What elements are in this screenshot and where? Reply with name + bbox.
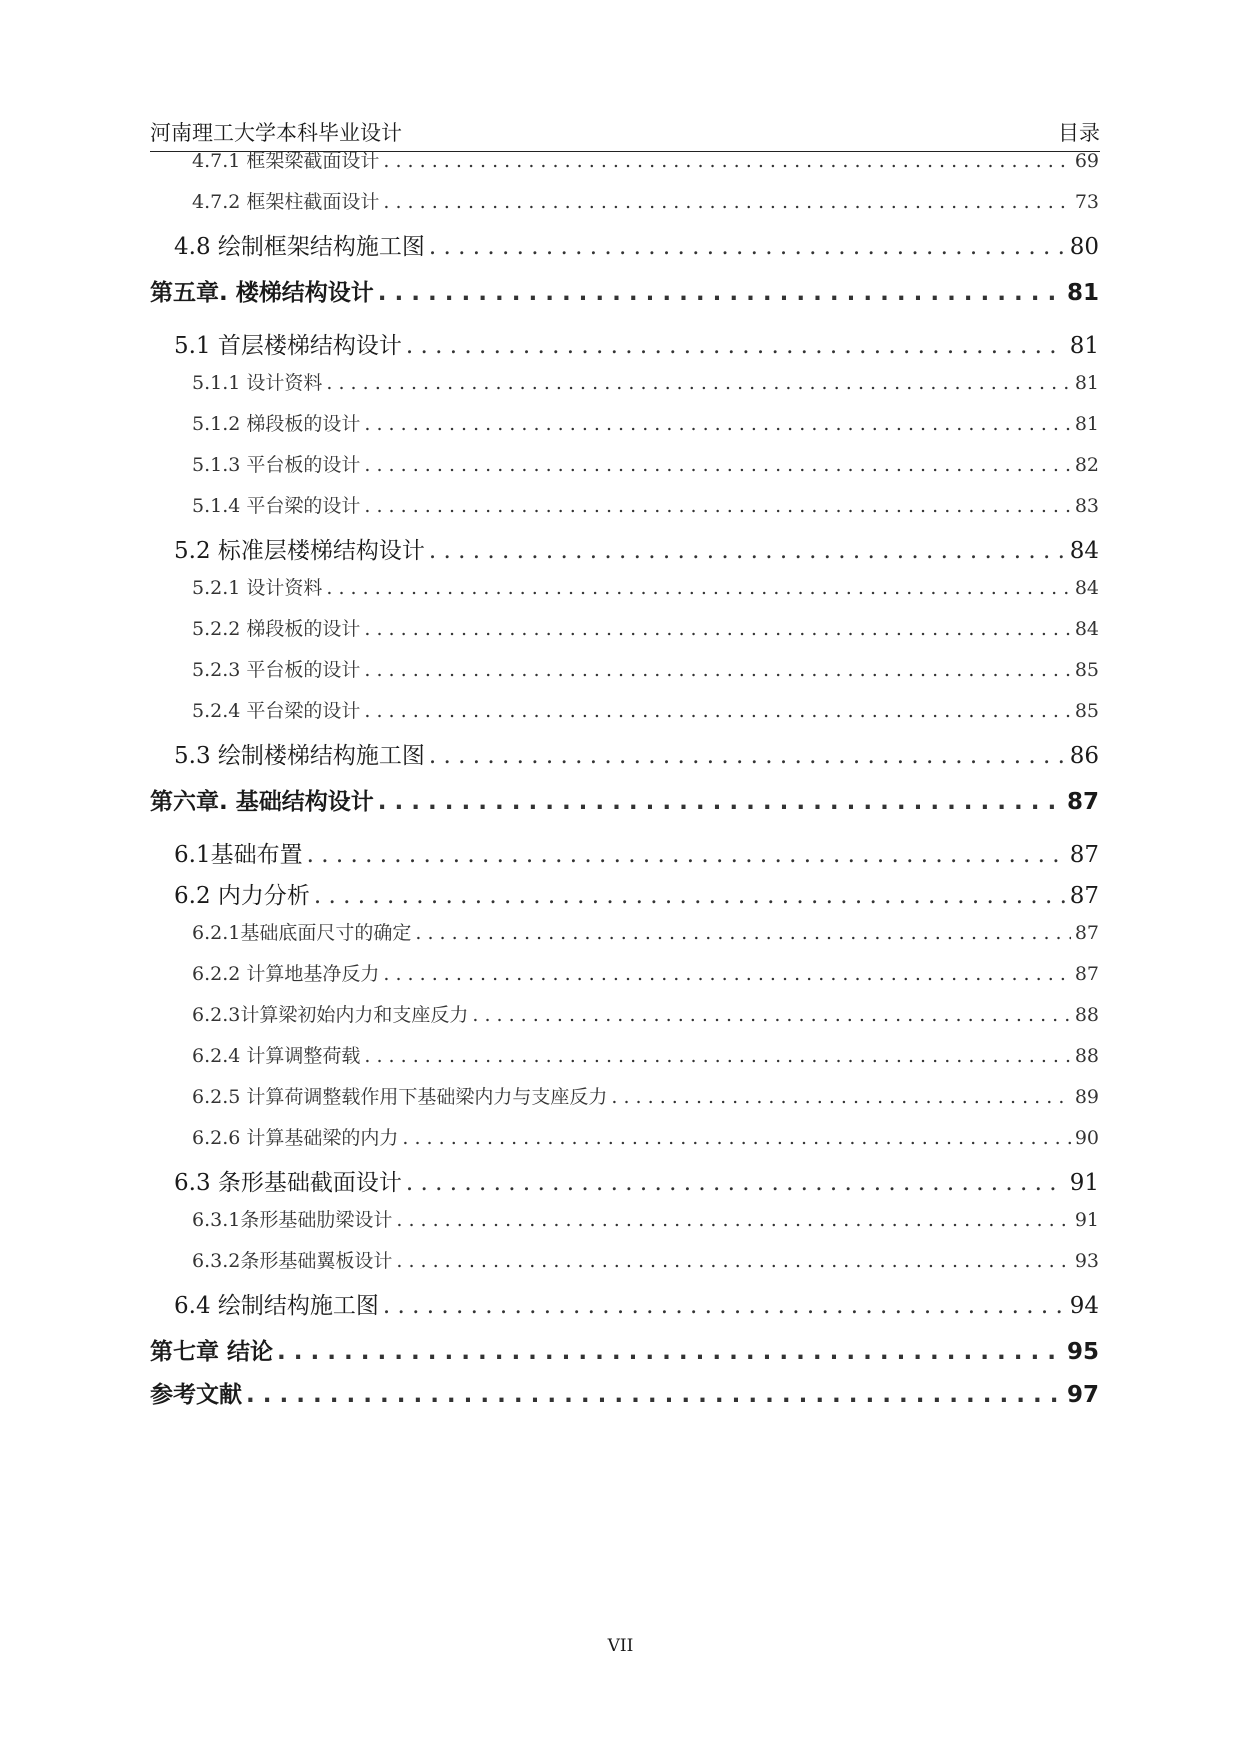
toc-entry[interactable] [174,836,1099,869]
header-university-title: 河南理工大学本科毕业设计 [150,121,402,145]
toc-entry[interactable] [174,1287,1099,1320]
toc-entry-page: 83 [1074,495,1099,517]
toc-entry-page: 84 [1074,577,1099,599]
toc-entry-title: 5.1.1 设计资料 [192,372,323,394]
toc-entry-title: 6.1基础布置 [174,842,303,868]
toc-entry-title: 6.4 绘制结构施工图 [174,1293,379,1319]
toc-entry[interactable] [192,614,1099,641]
toc-entry-title: 6.2.5 计算荷调整载作用下基础梁内力与支座反力 [192,1086,608,1108]
toc-entry-title: 6.2.2 计算地基净反力 [192,963,380,985]
toc-entry[interactable] [192,187,1099,214]
toc-entry[interactable] [192,1205,1099,1232]
toc-entry[interactable] [174,532,1099,565]
toc-entry-page: 86 [1069,743,1099,769]
header-section-title: 目录 [1058,121,1100,145]
toc-entry[interactable] [174,1164,1099,1197]
toc-entry-title: 5.2.1 设计资料 [192,577,323,599]
toc-entry-title: 4.7.2 框架柱截面设计 [192,191,380,213]
toc-entry-page: 90 [1074,1127,1099,1149]
toc-entry-title: 5.1.3 平台板的设计 [192,454,361,476]
toc-entry-page: 97 [1066,1382,1099,1408]
toc-dot-leader [611,1086,1070,1108]
toc-entry-title: 6.2 内力分析 [174,883,310,909]
toc-entry-title: 5.1 首层楼梯结构设计 [174,333,402,359]
toc-dot-leader [396,1250,1070,1272]
toc-dot-leader [429,743,1066,769]
toc-entry[interactable] [150,1333,1099,1366]
toc-dot-leader [246,1382,1063,1408]
toc-dot-leader [383,191,1070,213]
toc-entry-page: 81 [1066,280,1099,306]
toc-entry-page: 91 [1074,1209,1099,1231]
toc-dot-leader [406,333,1066,359]
toc-entry-page: 87 [1069,842,1099,868]
toc-entry-title: 6.2.3计算梁初始内力和支座反力 [192,1004,469,1026]
toc-entry[interactable] [150,274,1099,307]
toc-dot-leader [406,1170,1066,1196]
toc-dot-leader [364,618,1070,640]
toc-entry-title: 4.8 绘制框架结构施工图 [174,234,425,260]
toc-entry[interactable] [150,1376,1099,1409]
toc-entry[interactable] [192,450,1099,477]
toc-entry-page: 93 [1074,1250,1099,1272]
toc-dot-leader [314,883,1066,909]
toc-entry-page: 89 [1074,1086,1099,1108]
toc-dot-leader [326,577,1070,599]
toc-entry[interactable] [192,1123,1099,1150]
toc-entry-title: 第六章. 基础结构设计 [150,789,374,815]
toc-entry[interactable] [150,783,1099,816]
toc-entry[interactable] [174,877,1099,910]
toc-entry[interactable] [192,918,1099,945]
toc-entry[interactable] [192,959,1099,986]
toc-entry-page: 91 [1069,1170,1099,1196]
toc-entry[interactable] [174,228,1099,261]
toc-entry[interactable] [192,573,1099,600]
toc-dot-leader [378,789,1063,815]
toc-entry-page: 87 [1066,789,1099,815]
toc-entry[interactable] [192,696,1099,723]
toc-entry[interactable] [174,737,1099,770]
toc-entry-title: 第七章 结论 [150,1339,274,1365]
toc-entry-page: 73 [1074,191,1099,213]
toc-dot-leader [364,1045,1070,1067]
toc-entry-page: 81 [1069,333,1099,359]
toc-entry-title: 6.2.6 计算基础梁的内力 [192,1127,399,1149]
toc-entry-title: 5.3 绘制楼梯结构施工图 [174,743,425,769]
toc-entry-page: 85 [1074,700,1099,722]
toc-dot-leader [383,1293,1066,1319]
toc-entry-page: 95 [1066,1339,1099,1365]
toc-entry-title: 6.2.1基础底面尺寸的确定 [192,922,412,944]
toc-dot-leader [396,1209,1070,1231]
toc-entry-title: 6.3.2条形基础翼板设计 [192,1250,393,1272]
toc-entry-title: 5.2.4 平台梁的设计 [192,700,361,722]
toc-entry-title: 5.1.4 平台梁的设计 [192,495,361,517]
toc-dot-leader [429,234,1066,260]
toc-dot-leader [364,700,1070,722]
toc-dot-leader [326,372,1070,394]
toc-entry-page: 69 [1074,150,1099,172]
toc-entry[interactable] [174,327,1099,360]
toc-entry[interactable] [192,491,1099,518]
toc-dot-leader [383,150,1070,172]
toc-entry-page: 87 [1069,883,1099,909]
toc-dot-leader [364,454,1070,476]
toc-dot-leader [277,1339,1063,1365]
toc-dot-leader [364,495,1070,517]
toc-entry[interactable] [192,1000,1099,1027]
toc-entry-page: 94 [1069,1293,1099,1319]
toc-dot-leader [415,922,1070,944]
toc-entry-page: 87 [1074,922,1099,944]
toc-dot-leader [472,1004,1070,1026]
page-number: VII [607,1636,634,1656]
toc-entry[interactable] [192,146,1099,173]
toc-entry-page: 84 [1069,538,1099,564]
toc-entry-title: 6.3 条形基础截面设计 [174,1170,402,1196]
toc-entry[interactable] [192,368,1099,395]
toc-entry-title: 参考文献 [150,1382,242,1408]
toc-entry-title: 5.2.2 梯段板的设计 [192,618,361,640]
toc-entry-page: 88 [1074,1004,1099,1026]
toc-entry[interactable] [192,1082,1099,1109]
toc-entry-page: 81 [1074,372,1099,394]
toc-entry-page: 80 [1069,234,1099,260]
toc-entry[interactable] [192,1246,1099,1273]
toc-entry-page: 87 [1074,963,1099,985]
toc-entry-page: 88 [1074,1045,1099,1067]
toc-entry-title: 第五章. 楼梯结构设计 [150,280,374,306]
toc-entry-page: 82 [1074,454,1099,476]
toc-entry-page: 84 [1074,618,1099,640]
toc-entry-title: 4.7.1 框架梁截面设计 [192,150,380,172]
toc-dot-leader [429,538,1066,564]
toc-dot-leader [364,659,1070,681]
toc-entry-title: 6.2.4 计算调整荷载 [192,1045,361,1067]
toc-entry-title: 5.2 标准层楼梯结构设计 [174,538,425,564]
toc-entry-title: 5.2.3 平台板的设计 [192,659,361,681]
toc-dot-leader [364,413,1070,435]
toc-dot-leader [378,280,1063,306]
toc-entry-title: 6.3.1条形基础肋梁设计 [192,1209,393,1231]
toc-entry-page: 81 [1074,413,1099,435]
toc-dot-leader [307,842,1066,868]
toc-entry-title: 5.1.2 梯段板的设计 [192,413,361,435]
toc-entry[interactable] [192,409,1099,436]
toc-dot-leader [402,1127,1070,1149]
toc-entry-page: 85 [1074,659,1099,681]
toc-entry[interactable] [192,1041,1099,1068]
toc-entry[interactable] [192,655,1099,682]
toc-dot-leader [383,963,1070,985]
